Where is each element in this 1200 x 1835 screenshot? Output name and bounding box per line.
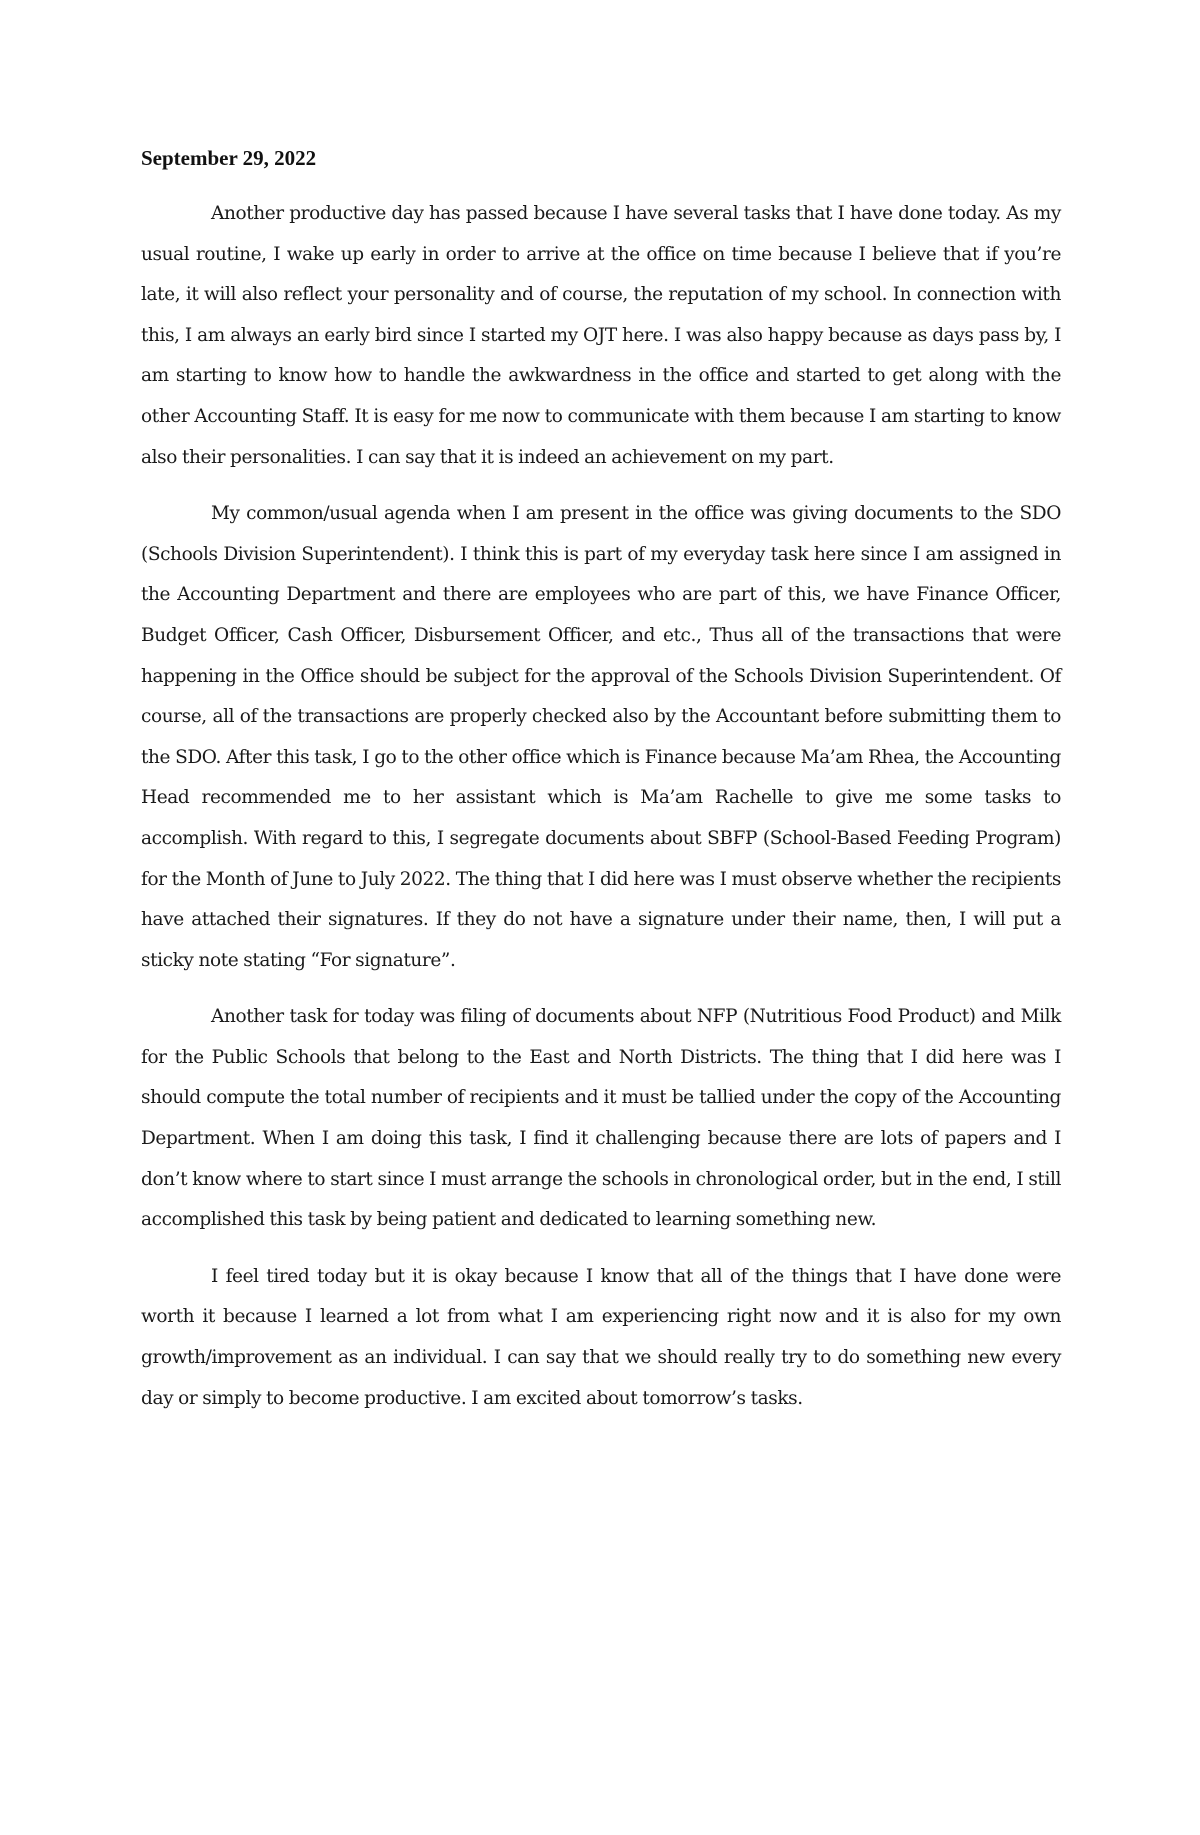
paragraph-1: Another productive day has passed because I have several tasks that I have done today. As my usual routine, I wake up early in order to arrive at the office on time because I believe that if you’re late, it will also reflect your personality and of course, the reputation of my school. In connection with this, I am always an early bird since I started my OJT here. I was also happy because as days pass by, I am starting to know how to handle the awkwardness in the office and started to get along with the other Accounting Staff. It is easy for me now to communicate with them because I am starting to know also their personalities. I can say that it is indeed an achievement on my part.	[141, 203, 1061, 468]
paragraph-4: I feel tired today but it is okay because I know that all of the things that I have done were worth it because I learned a lot from what I am experiencing right now and it is also for my own growth/improvement as an individual. I can say that we should really try to do something new every day or simply to become productive. I am excited about tomorrow’s tasks.	[141, 1265, 1061, 1409]
document-body	[141, 140, 1061, 1435]
paragraph-2: My common/usual agenda when I am present in the office was giving documents to the SDO (Schools Division Superintendent). I think this is part of my everyday task here since I am assigned in the Accounting Department and there are employees who are part of this, we have Finance Officer, Budget Officer, Cash Officer, Disbursement Officer, and etc., Thus all of the transactions that were happening in the Office should be subject for the approval of the Schools Division Superintendent. Of course, all of the transactions are properly checked also by the Accountant before submitting them to the SDO. After this task, I go to the other office which is Finance because Ma’am Rhea, the Accounting Head recommended me to her assistant which is Ma’am Rachelle to give me some tasks to accomplish. With regard to this, I segregate documents about SBFP (School-Based Feeding Program) for the Month of June to July 2022. The thing that I did here was I must observe whether the recipients have attached their signatures. If they do not have a signature under their name, then, I will put a sticky note stating “For signature”.	[141, 503, 1061, 971]
entry-date: September 29, 2022	[141, 146, 317, 170]
paragraph-3: Another task for today was filing of documents about NFP (Nutritious Food Product) and Milk for the Public Schools that belong to the East and North Districts. The thing that I did here was I should compute the total number of recipients and it must be tallied under the copy of the Accounting Department. When I am doing this task, I find it challenging because there are lots of papers and I don’t know where to start since I must arrange the schools in chronological order, but in the end, I still accomplished this task by being patient and dedicated to learning something new.	[141, 1006, 1061, 1231]
